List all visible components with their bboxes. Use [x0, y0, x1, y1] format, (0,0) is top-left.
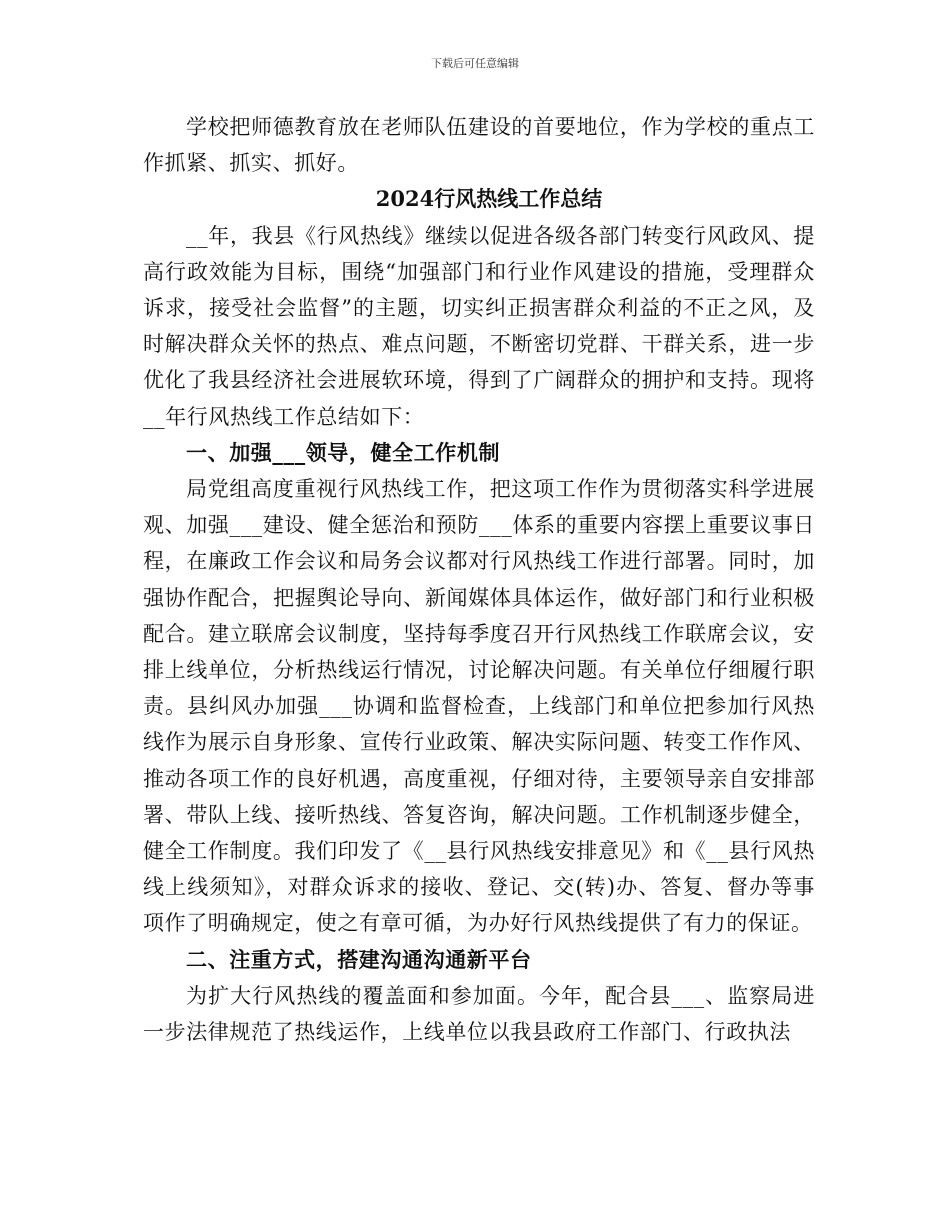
document-title: 2024行风热线工作总结 — [375, 186, 603, 212]
document-body — [143, 109, 815, 1050]
paragraph-2: 局党组高度重视行风热线工作，把这项工作作为贯彻落实科学进展观、加强___建设、健全惩治和预防___体系的重要内容摆上重要议事日程，在廉政工作会议和局务会议都对行风热线工作进行部署。同时，加强协作配合，把握舆论导向、新闻媒体具体运作，做好部门和行业积极配合。建立联席会议制度，坚持每季度召开行风热线工作联席会议，安排上线单位，分析热线运行情况，讨论解决问题。有关单位仔细履行职责。县纠风办加强___协调和监督检查，上线部门和单位把参加行风热线作为展示自身形象、宣传行业政策、解决实际问题、转变工作作风、推动各项工作的良好机遇，高度重视，仔细对待，主要领导亲自安排部署、带队上线、接听热线、答复咨询，解决问题。工作机制逐步健全，健全工作制度。我们印发了《__县行风热线安排意见》和《__县行风热线上线须知》，对群众诉求的接收、登记、交(转)办、答复、督办等事项作了明确规定，使之有章可循，为办好行风热线提供了有力的保证。 — [143, 477, 815, 936]
paragraph-1: __年，我县《行风热线》继续以促进各级各部门转变行风政风、提高行政效能为目标，围绕“加强部门和行业作风建设的措施，受理群众诉求，接受社会监督”的主题，切实纠正损害群众利益的不正之风，及时解决群众关怀的热点、难点问题，不断密切党群、干群关系，进一步优化了我县经济社会进展软环境，得到了广阔群众的拥护和支持。现将__年行风热线工作总结如下： — [143, 223, 815, 429]
section-heading-2: 二、注重方式，搭建沟通沟通新平台 — [186, 946, 532, 972]
section-heading-1: 一、加强___领导，健全工作机制 — [186, 439, 501, 465]
page-header-note: 下载后可任意编辑 — [431, 57, 519, 70]
intro-paragraph: 学校把师德教育放在老师队伍建设的首要地位，作为学校的重点工作抓紧、抓实、抓好。 — [143, 115, 815, 176]
paragraph-3: 为扩大行风热线的覆盖面和参加面。今年，配合县___、监察局进一步法律规范了热线运作，上线单位以我县政府工作部门、行政执法 — [143, 983, 815, 1045]
